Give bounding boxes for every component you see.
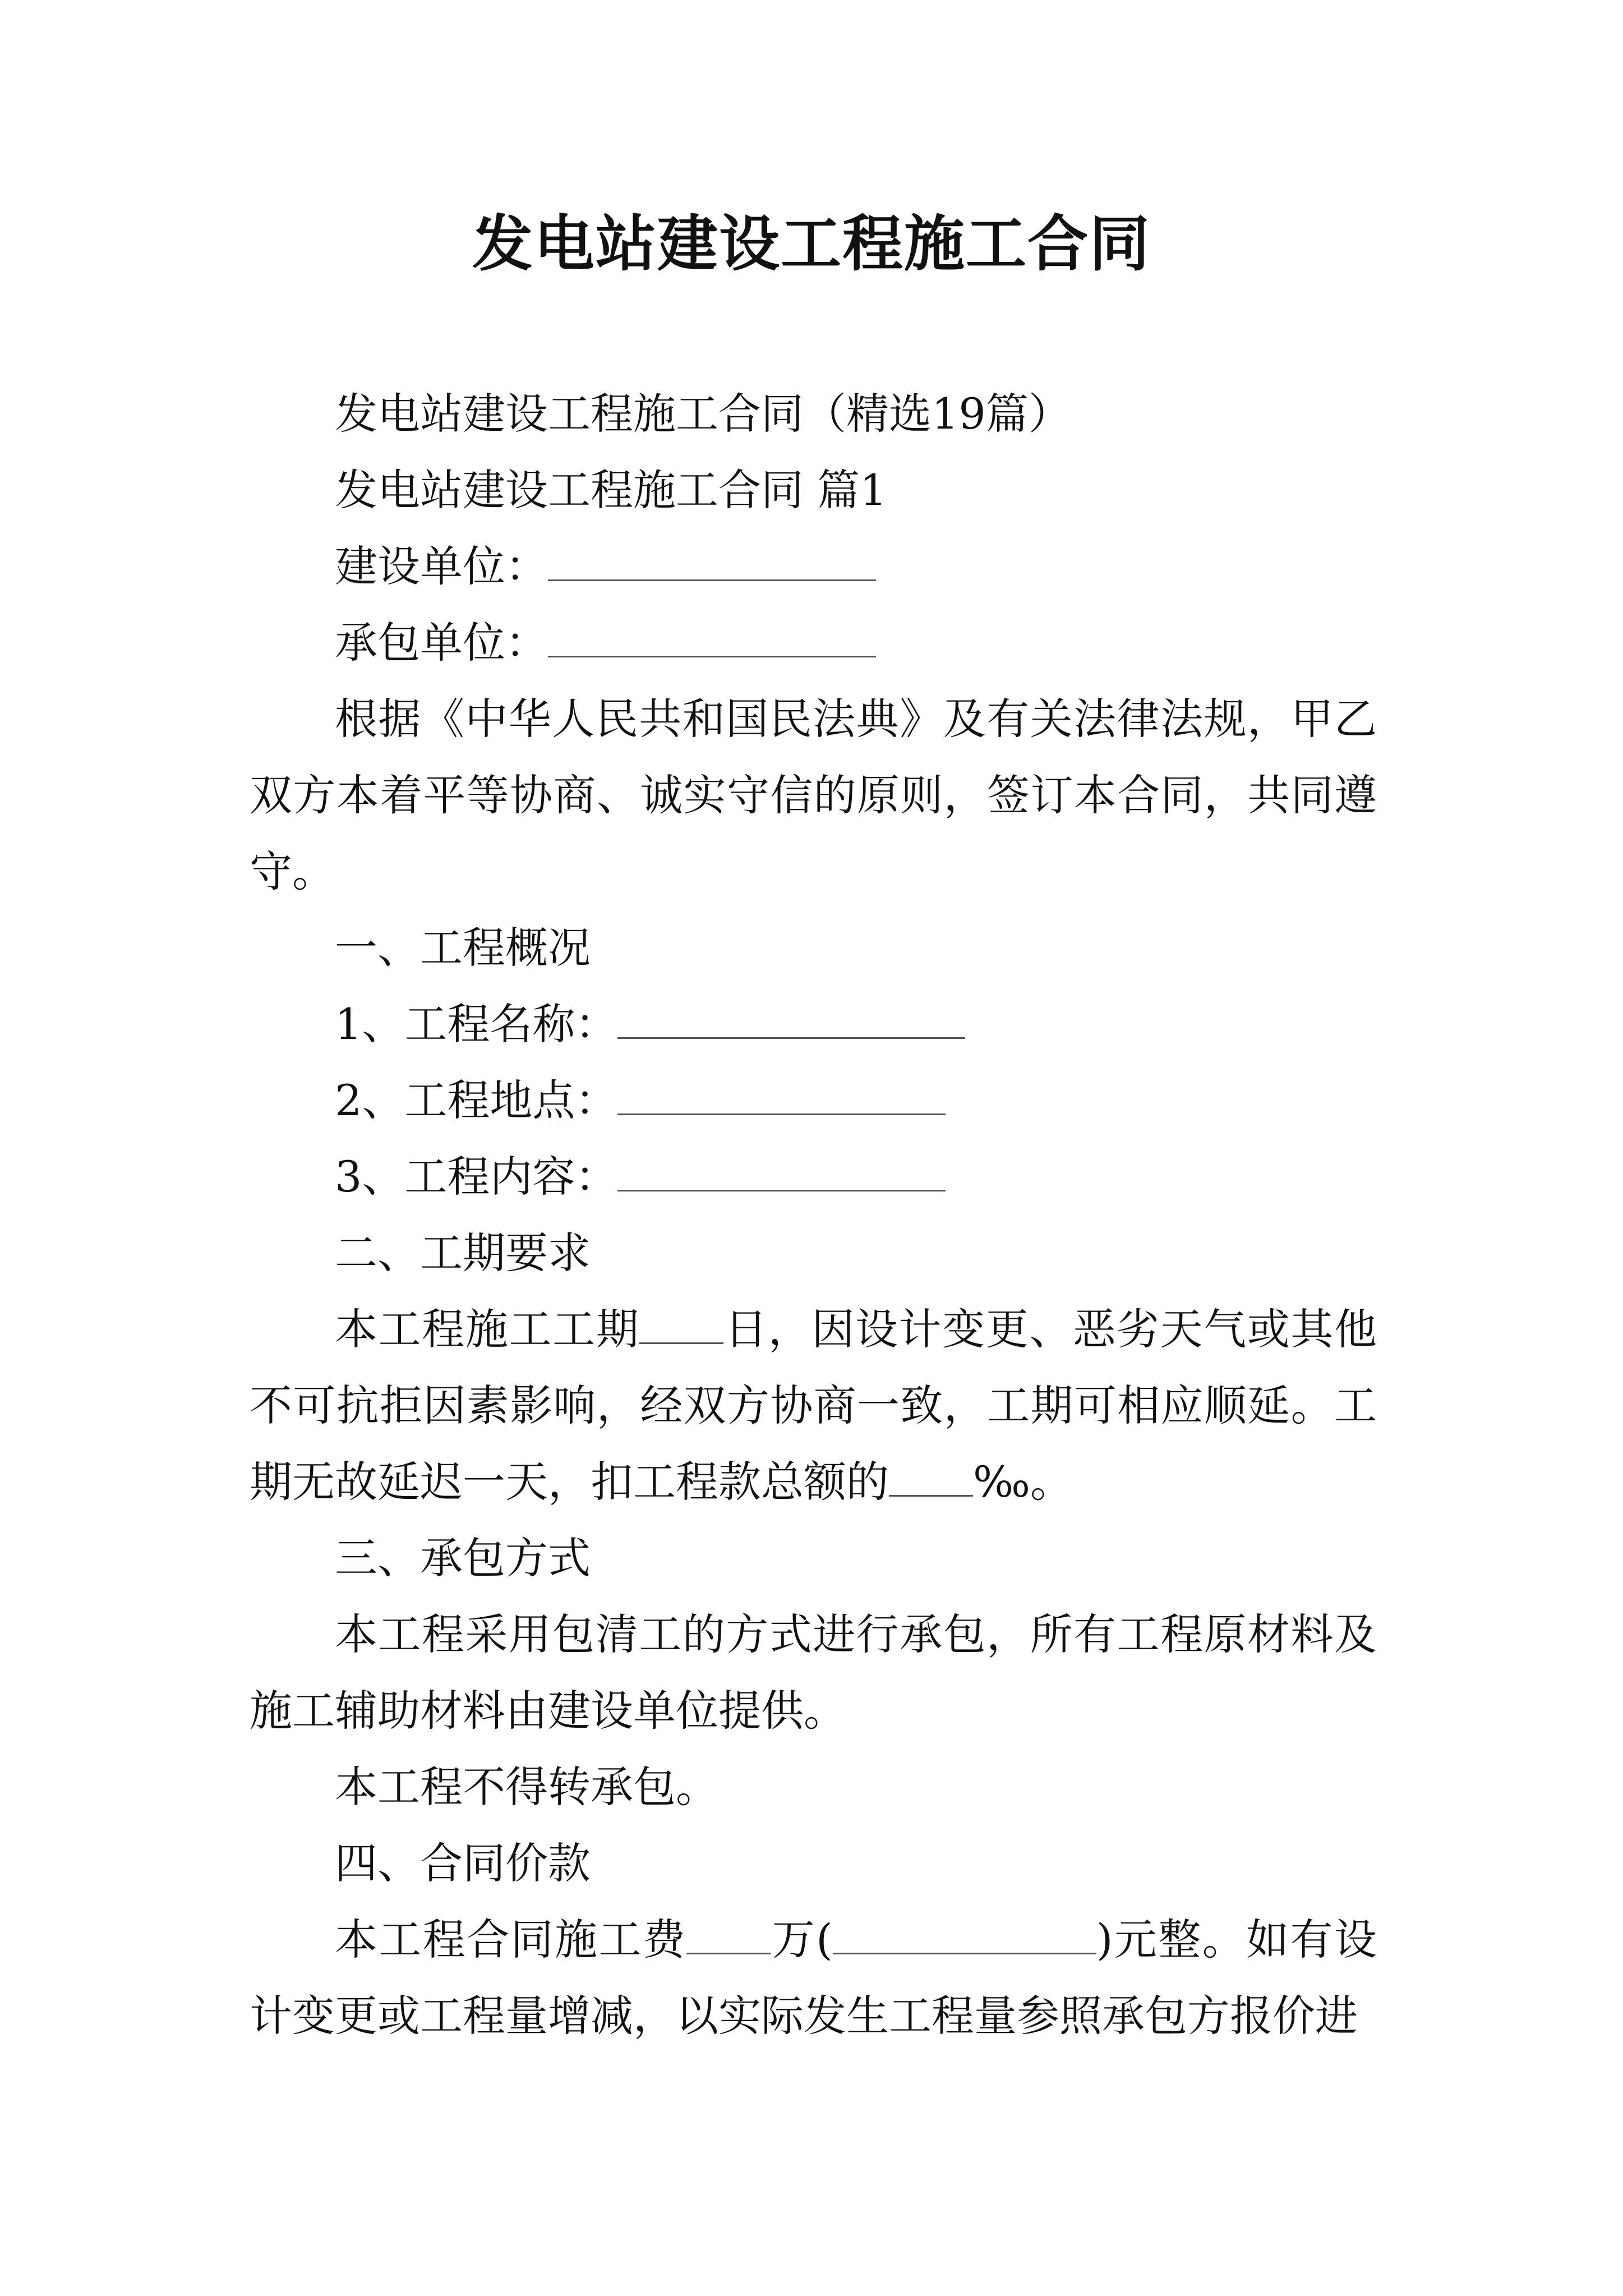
- project-location-label: 2、工程地点：: [335, 1075, 618, 1125]
- sec4-heading: 四、合同价款: [335, 1838, 591, 1888]
- construction-unit-blank: [548, 540, 876, 581]
- section-heading: 发电站建设工程施工合同 篇1: [335, 465, 887, 515]
- fee-words-blank: [833, 1913, 1096, 1954]
- penalty-rate-blank: [889, 1456, 973, 1497]
- project-content-line: [250, 1139, 1377, 1215]
- document-title: 发电站建设工程施工合同: [472, 209, 1151, 279]
- duration-days-blank: [639, 1303, 723, 1344]
- sec4-text-a: 本工程合同施工费: [335, 1915, 687, 1964]
- sec3-heading: 三、承包方式: [335, 1533, 591, 1583]
- project-name-blank: [617, 998, 965, 1039]
- fee-amount-blank: [686, 1913, 771, 1954]
- subtitle: 发电站建设工程施工合同（精选19篇）: [335, 389, 1071, 439]
- contractor-unit-label: 承包单位：: [335, 618, 548, 668]
- contractor-unit-line: [250, 605, 1377, 681]
- sec2-text-a: 本工程施工工期: [335, 1304, 640, 1354]
- sec2-text-c: ‰。: [973, 1457, 1073, 1507]
- sec3-paragraph-1: 本工程采用包清工的方式进行承包，所有工程原材料及施工辅助材料由建设单位提供。: [250, 1609, 1377, 1736]
- construction-unit-label: 建设单位：: [335, 541, 548, 591]
- construction-unit-line: [250, 528, 1377, 605]
- sec4-text-b: 万(: [771, 1915, 833, 1964]
- sec2-paragraph: [250, 1291, 1377, 1520]
- project-name-line: [250, 986, 1377, 1062]
- sec1-heading: 一、工程概况: [335, 923, 591, 973]
- intro-paragraph: 根据《中华人民共和国民法典》及有关法律法规，甲乙双方本着平等协商、诚实守信的原则，签订本合同，共同遵守。: [250, 694, 1377, 896]
- sec2-heading: 二、工期要求: [335, 1228, 591, 1278]
- document-body: [250, 376, 1377, 2054]
- sec3-paragraph-2: 本工程不得转承包。: [335, 1762, 718, 1812]
- project-content-blank: [617, 1151, 946, 1191]
- project-content-label: 3、工程内容：: [335, 1152, 618, 1202]
- contractor-unit-blank: [548, 616, 876, 657]
- sec4-paragraph: [250, 1902, 1377, 2054]
- project-location-blank: [617, 1074, 946, 1115]
- project-name-label: 1、工程名称：: [335, 999, 618, 1049]
- sec2-text-b: 日，因设计变更、恶劣天气或其他不可抗拒因素影响，经双方协商一致，工期可相应顺延。工期无故延迟一天，扣工程款总额的: [250, 1304, 1377, 1507]
- project-location-line: [250, 1062, 1377, 1139]
- sec4-text-c: )元整。如有设计变更或工程量增减，以实际发生工程量参照承包方报价进: [250, 1915, 1377, 2041]
